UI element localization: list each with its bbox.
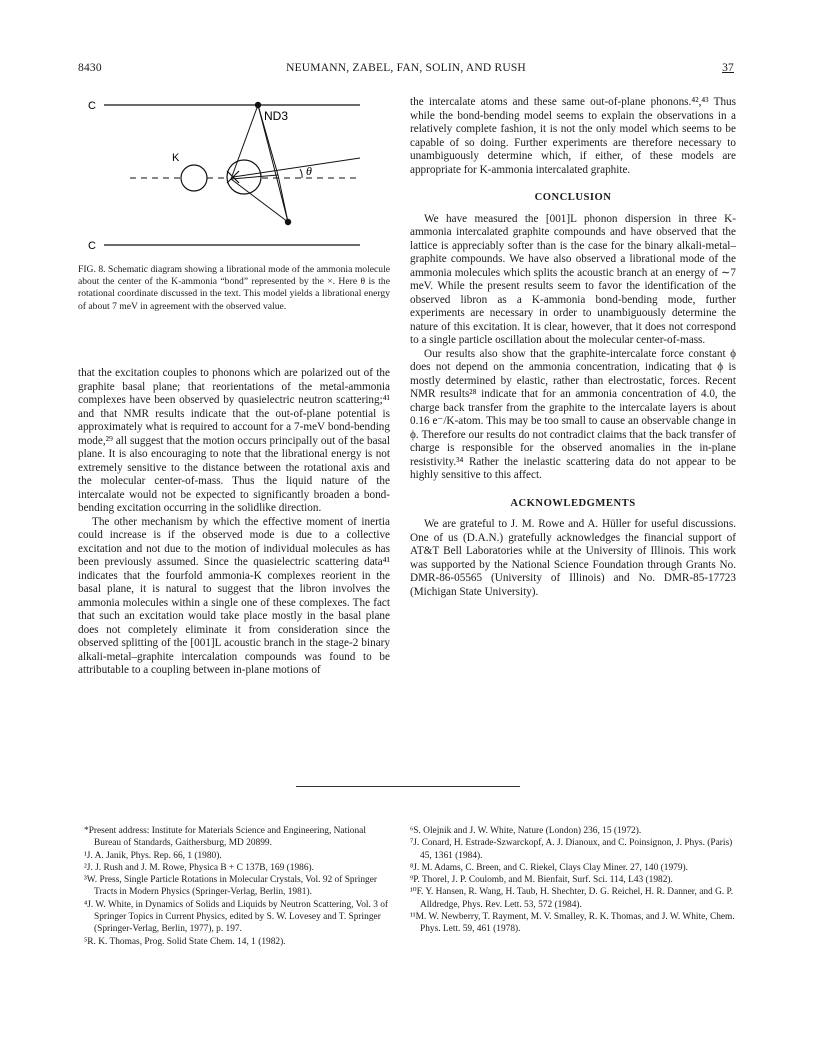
reference-item: ⁴J. W. White, in Dynamics of Solids and Liquids by Neutron Scattering, Vol. 3 of Springer Topics in Current Physics, edited by S. W. Lovesey and T. Springer (Springer-Verlag, Berlin, 1977), p. 197. xyxy=(84,899,389,935)
tetra-edge-5 xyxy=(278,175,288,222)
acknowledgments-heading: ACKNOWLEDGMENTS xyxy=(510,497,636,509)
volume-number: 37 xyxy=(722,62,734,74)
references-right xyxy=(410,825,736,936)
label-c-bottom: C xyxy=(88,240,96,252)
nd3-text: ND3 xyxy=(264,109,289,123)
references-left xyxy=(84,825,390,948)
conclusion-paragraph-1: We have measured the [001]L phonon dispersion in three K-ammonia intercalated graphite compounds and have observed that the lattice is appreciably softer than is the case for the binary alkali-metal–graphite compounds. We have also observed a librational mode of the ammonia molecules which splits the acoustic branch at an energy of ∼7 meV. While the present results seem to favor the identification of the observed libron as a K-ammonia bond-bending mode, further experiments are necessary in order to unambiguously determine the nature of this excitation. It is clear, however, that it does not correspond to a single particle oscillation about the molecular center-of-mass. xyxy=(410,212,736,346)
label-k: K xyxy=(172,152,180,164)
reference-item: ³W. Press, Single Particle Rotations in Molecular Crystals, Vol. 92 of Springer Tracts in Modern Physics (Springer-Verlag, Berlin, 1981). xyxy=(84,875,377,898)
running-header xyxy=(78,62,734,78)
reference-item: ⁶S. Olejnik and J. W. White, Nature (London) 236, 15 (1972). xyxy=(410,826,642,836)
reference-item: *Present address: Institute for Materials Science and Engineering, National Bureau of Standards, Gaithersburg, MD 20899. xyxy=(84,826,366,849)
right-column xyxy=(410,96,736,599)
figure-8-diagram xyxy=(84,95,396,261)
acknowledgments-paragraph: We are grateful to J. M. Rowe and A. Hüller for useful discussions. One of us (D.A.N.) gratefully acknowledges the financial support of AT&T Bell Laboratories while at the University of Illinois. This work was supported by the National Science Foundation through Grants No. DMR-86-05565 (University of Illinois) and No. DMR-85-17723 (Michigan State University). xyxy=(410,518,736,598)
footnote-separator xyxy=(296,786,520,787)
left-paragraph-1: that the excitation couples to phonons which are polarized out of the graphite basal plane; that reorientations of the metal-ammonia complexes have been observed by quasielectric neutron scattering;⁴¹ and that NMR results indicate that the out-of-plane potential is approximately what is required to account for a 7-meV bond-bending mode,²⁹ all suggest that the motion occurs principally out of the basal plane. It is also encouraging to note that the librational energy is not extremely sensitive to the distance between the rotational axis and the molecular center-of-mass. Thus the liquid nature of the intercalate would not be expected to significantly broaden a bond-bending excitation occurring in the solidlike direction. xyxy=(78,367,390,514)
theta-arc xyxy=(300,169,302,178)
potassium-atom xyxy=(181,165,207,191)
running-title: NEUMANN, ZABEL, FAN, SOLIN, AND RUSH xyxy=(286,62,526,74)
left-paragraph-2: The other mechanism by which the effective moment of inertia could increase is if the observed mode is due to a collective excitation and not due to the motion of individual molecules as has been previously assumed. Since the quasielectric scattering data⁴¹ indicates that the fourfold ammonia-K complexes reorient in the basal plane, it is natural to suggest that the libron involves the ammonia molecules within a single one of these complexes. The fact that such an excitation would take place mostly in the basal plane does not completely eliminate it from consideration since the observed splitting of the [001]L acoustic branch in the stage-2 binary alkali-metal–graphite intercalation compounds was found to be attributable to a coupling between in-plane motions of xyxy=(78,515,390,676)
right-paragraph-1: the intercalate atoms and these same out-of-plane phonons.⁴²,⁴³ Thus while the bond-bending model seems to explain the observations in a relatively complete fashion, it is not the only model which seems to be capable of so doing. Further experiments are therefore necessary to unambiguously determine which, if either, of these models are appropriate for K-ammonia intercalated graphite. xyxy=(410,96,736,176)
reference-item: ⁸J. M. Adams, C. Breen, and C. Riekel, Clays Clay Miner. 27, 140 (1979). xyxy=(410,862,688,873)
reference-item: ⁹P. Thorel, J. P. Coulomb, and M. Bienfait, Surf. Sci. 114, L43 (1982). xyxy=(410,875,673,886)
label-c-top: C xyxy=(88,100,96,112)
conclusion-paragraph-2: Our results also show that the graphite-intercalate force constant ϕ does not depend on the ammonia concentration, indicating that ϕ is mostly determined by elastic, rather than electrostatic, forces. Recent NMR results²⁸ indicate that for an ammonia concentration of 4.0, the charge back transfer from the graphite to the intercalate layers is about 0.16 e⁻/K-atom. This may be too small to cause an observable change in ϕ. Therefore our results do not contradict claims that the back transfer of charge is responsible for the observed anomalies in the in-plane resistivity.³⁴ Rather the inelastic scattering data do not appear to be highly sensitive to this affect. xyxy=(410,347,736,481)
label-nd3 xyxy=(264,109,288,123)
left-column xyxy=(78,367,390,678)
label-theta: θ xyxy=(306,164,312,178)
reference-item: ¹⁰F. Y. Hansen, R. Wang, H. Taub, H. Shechter, D. G. Reichel, H. R. Danner, and G. P. Alldredge, Phys. Rev. Lett. 53, 572 (1984). xyxy=(410,887,734,910)
figure-caption: FIG. 8. Schematic diagram showing a librational mode of the ammonia molecule about the center of the K-ammonia “bond” represented by the ×. Here θ is the rotational coordinate discussed in the text. This model yields a librational energy of about 7 meV in agreement with the observed value. xyxy=(78,264,390,312)
reference-item: ¹J. A. Janik, Phys. Rep. 66, 1 (1980). xyxy=(84,850,222,861)
reference-item: ²J. J. Rush and J. M. Rowe, Physica B + C 137B, 169 (1986). xyxy=(84,862,314,873)
reference-item: ⁵R. K. Thomas, Prog. Solid State Chem. 14, 1 (1982). xyxy=(84,936,286,947)
reference-item: ¹¹M. W. Newberry, T. Rayment, M. V. Smalley, R. K. Thomas, and J. W. White, Chem. Phys. Lett. 59, 461 (1978). xyxy=(410,912,735,935)
conclusion-heading: CONCLUSION xyxy=(534,192,612,203)
page-number: 8430 xyxy=(78,62,102,74)
tetra-edge-4 xyxy=(231,179,288,222)
reference-item: ⁷J. Conard, H. Estrade-Szwarckopf, A. J. Dianoux, and C. Poinsignon, J. Phys. (Paris) 45, 1361 (1984). xyxy=(410,838,733,861)
